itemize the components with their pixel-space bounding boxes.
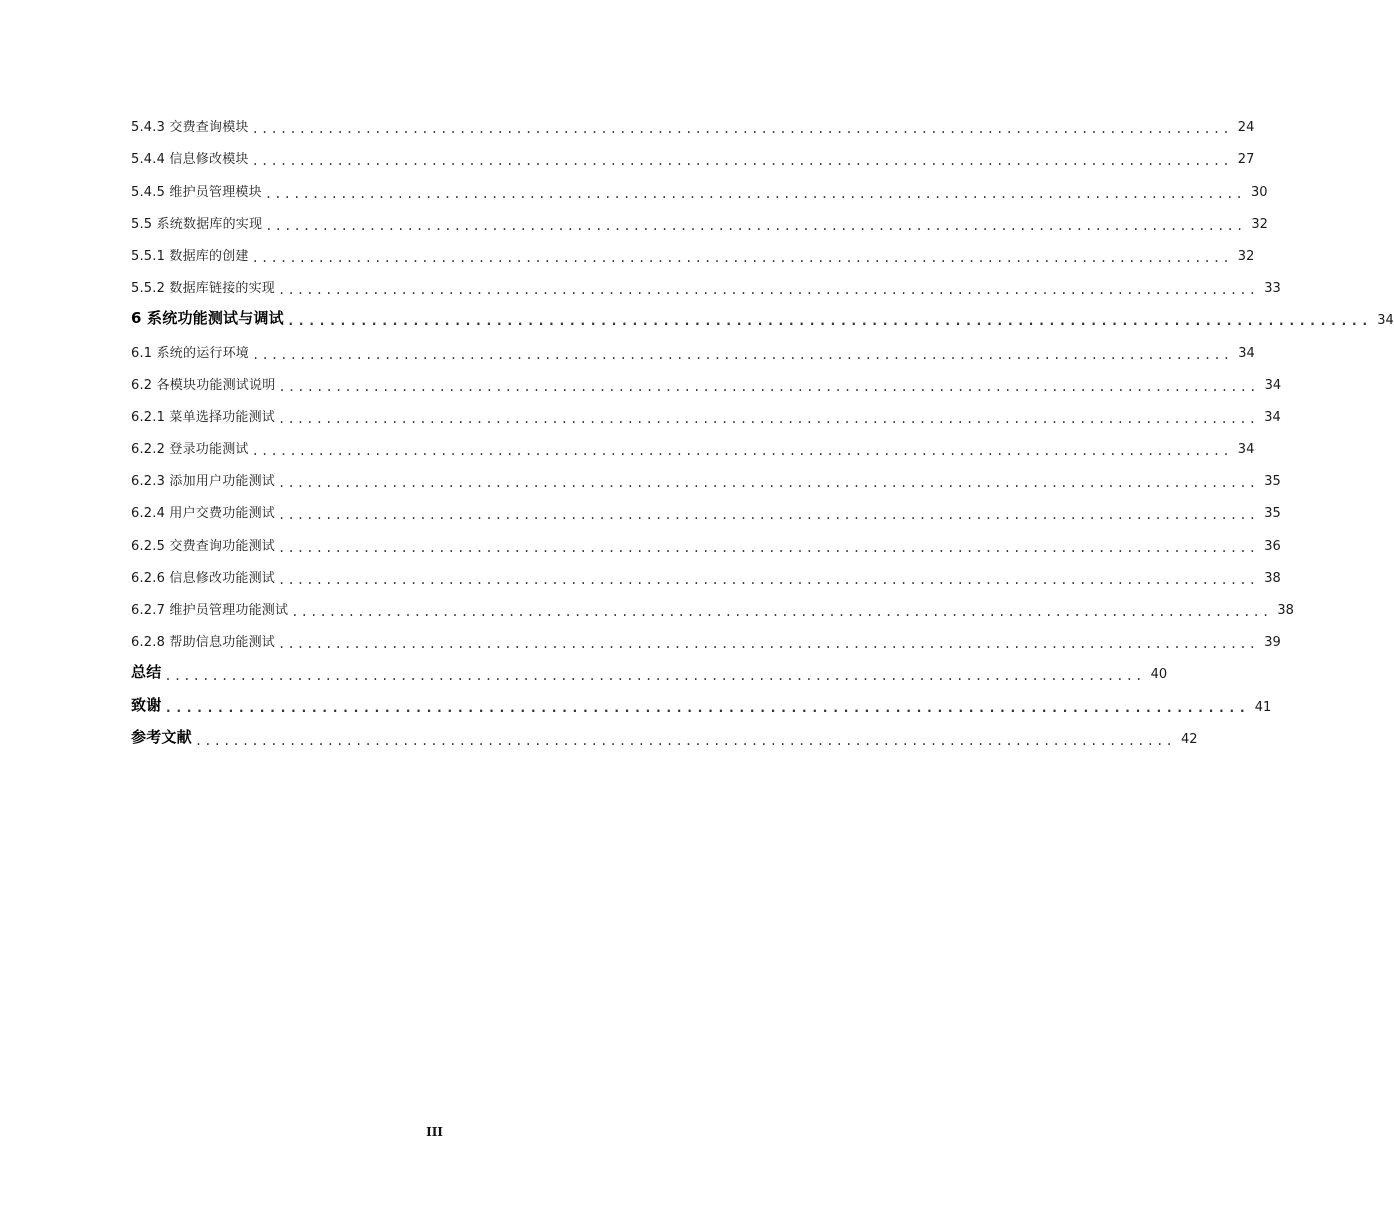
toc-leader-dots: ........................................................................................................ (251, 444, 1232, 459)
toc-entry[interactable] (131, 109, 1255, 141)
toc-entry-page: 36 (1264, 538, 1281, 554)
toc-leader-dots: ........................................................................................................ (164, 700, 1249, 716)
toc-chapter-entry[interactable] (131, 688, 1272, 720)
toc-entry-title: 总结 (131, 663, 162, 682)
toc-entry-page: 42 (1180, 731, 1198, 747)
toc-entry[interactable] (131, 270, 1281, 302)
toc-entry-page: 34 (1377, 313, 1394, 329)
toc-entry-page: 38 (1264, 570, 1281, 586)
toc-entry[interactable] (131, 238, 1255, 270)
toc-leader-dots: ........................................................................................................ (278, 540, 1259, 555)
toc-leader-dots: ........................................................................................................ (251, 122, 1232, 137)
toc-entry-title: 5.5.1 数据库的创建 (131, 248, 249, 264)
toc-leader-dots: ........................................................................................................ (291, 605, 1272, 619)
toc-entry-page: 27 (1237, 152, 1255, 168)
toc-entry[interactable] (131, 431, 1255, 463)
toc-entry-page: 33 (1264, 281, 1281, 297)
toc-leader-dots: ........................................................................................................ (278, 379, 1259, 394)
toc-entry-title: 5.4.5 维护员管理模块 (131, 184, 262, 200)
toc-entry-title: 5.4.4 信息修改模块 (131, 152, 249, 168)
toc-entry-title: 6.2.6 信息修改功能测试 (131, 570, 276, 586)
toc-entry[interactable] (131, 141, 1255, 173)
toc-entry-title: 6.2.8 帮助信息功能测试 (131, 635, 276, 651)
toc-entry-page: 34 (1264, 377, 1282, 393)
toc-entry-title: 5.5.2 数据库链接的实现 (131, 281, 276, 297)
toc-leader-dots: ........................................................................................................ (194, 733, 1175, 748)
toc-entry[interactable] (131, 624, 1281, 656)
toc-entry[interactable] (131, 560, 1281, 592)
toc-leader-dots: ........................................................................................................ (278, 637, 1259, 652)
toc-entry-title: 6.2.4 用户交费功能测试 (131, 506, 276, 522)
toc-leader-dots: ........................................................................................................ (278, 572, 1259, 587)
toc-leader-dots: ........................................................................................................ (252, 347, 1233, 362)
toc-entry-title: 6.2.2 登录功能测试 (131, 442, 249, 458)
toc-entry-page: 34 (1238, 345, 1255, 361)
toc-entry-title: 6.2.7 维护员管理功能测试 (131, 603, 289, 618)
toc-entry[interactable] (131, 173, 1268, 205)
toc-entry[interactable] (131, 206, 1268, 238)
toc-leader-dots: ........................................................................................................ (278, 411, 1259, 426)
toc-entry-page: 35 (1264, 474, 1281, 490)
toc-entry-title: 致谢 (131, 695, 162, 714)
toc-entry[interactable] (131, 495, 1281, 527)
toc-entry-page: 39 (1264, 635, 1281, 651)
toc-entry-title: 6.2.1 菜单选择功能测试 (131, 409, 276, 425)
toc-entry-page: 32 (1237, 248, 1255, 264)
toc-leader-dots: ........................................................................................................ (251, 154, 1232, 169)
toc-leader-dots: ........................................................................................................ (278, 508, 1259, 523)
toc-entry-page: 32 (1251, 216, 1268, 232)
toc-entry-title: 6.2.5 交费查询功能测试 (131, 538, 276, 554)
toc-entry-page: 41 (1254, 699, 1272, 715)
toc-leader-dots: ........................................................................................................ (251, 250, 1232, 265)
toc-entry[interactable] (131, 334, 1255, 366)
toc-entry-title: 6.2.3 添加用户功能测试 (131, 474, 276, 490)
table-of-contents (131, 109, 1394, 753)
toc-entry-page: 34 (1237, 442, 1255, 458)
toc-entry[interactable] (131, 463, 1281, 495)
toc-leader-dots: ........................................................................................................ (164, 669, 1145, 684)
toc-entry-page: 35 (1264, 506, 1281, 522)
toc-entry-page: 38 (1277, 603, 1294, 618)
toc-entry[interactable] (131, 592, 1294, 624)
toc-entry[interactable] (131, 527, 1281, 559)
toc-entry-page: 24 (1237, 120, 1255, 136)
toc-entry-title: 5.5 系统数据库的实现 (131, 216, 263, 232)
page-number: III (426, 1125, 443, 1139)
toc-entry-page: 34 (1264, 409, 1281, 425)
toc-leader-dots: ........................................................................................................ (278, 283, 1259, 298)
toc-leader-dots: ........................................................................................................ (265, 218, 1246, 233)
toc-leader-dots: ........................................................................................................ (264, 186, 1245, 201)
toc-chapter-entry[interactable] (131, 302, 1394, 334)
toc-entry-title: 5.4.3 交费查询模块 (131, 120, 249, 136)
toc-entry-page: 30 (1250, 184, 1268, 200)
toc-entry[interactable] (131, 367, 1282, 399)
toc-entry-title: 6.1 系统的运行环境 (131, 345, 250, 361)
toc-entry-page: 40 (1150, 667, 1168, 683)
toc-chapter-entry[interactable] (131, 721, 1198, 753)
toc-leader-dots: ........................................................................................................ (286, 314, 1372, 330)
toc-entry-title: 6 系统功能测试与调试 (131, 309, 284, 328)
toc-chapter-entry[interactable] (131, 656, 1168, 688)
toc-leader-dots: ........................................................................................................ (278, 476, 1259, 491)
toc-entry[interactable] (131, 399, 1281, 431)
toc-entry-title: 参考文献 (131, 727, 192, 746)
toc-entry-title: 6.2 各模块功能测试说明 (131, 377, 276, 393)
